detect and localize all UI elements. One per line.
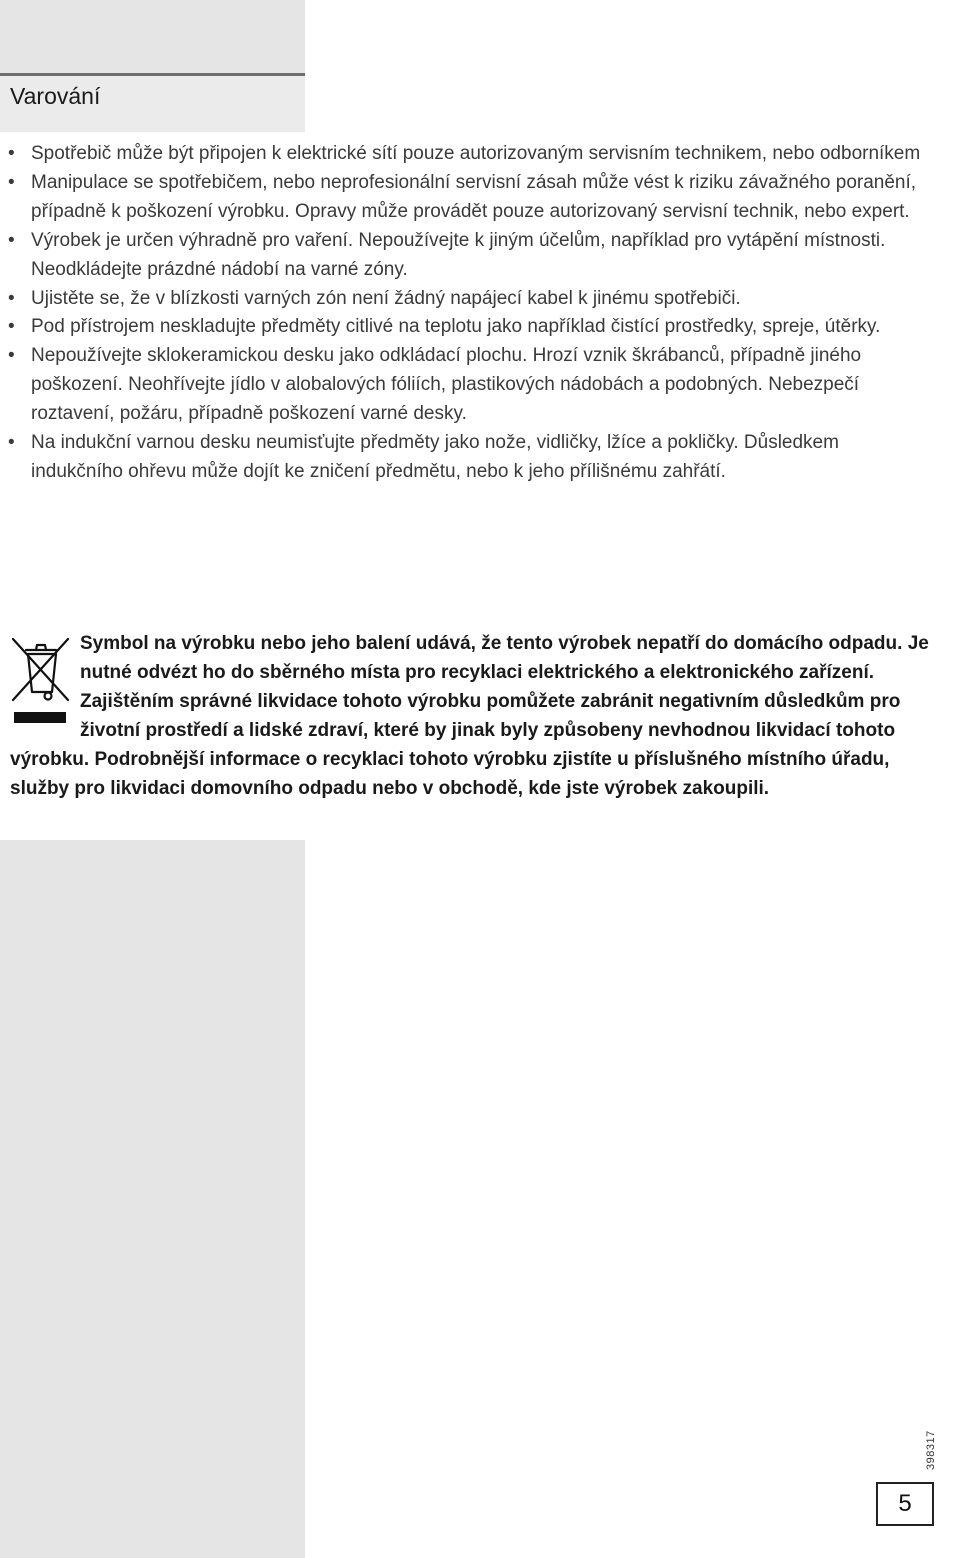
bullet: • xyxy=(8,316,15,338)
warning-item xyxy=(8,342,933,429)
content-area xyxy=(0,132,960,840)
bullet: • xyxy=(8,143,15,164)
warning-text: Manipulace se spotřebičem, nebo neprofesionální servisní zásah může vést k riziku závažného poranění, případně k poškození výrobku. Opravy může provádět pouze autorizovaný servisní technik, nebo expert. xyxy=(31,171,917,222)
bullet: • xyxy=(8,345,15,367)
bullet: • xyxy=(8,432,15,454)
warning-item xyxy=(8,169,933,227)
warning-item xyxy=(8,285,933,314)
warnings-list xyxy=(8,140,933,487)
warning-item xyxy=(8,227,933,285)
weee-text: Symbol na výrobku nebo jeho balení udává, že tento výrobek nepatří do domácího odpadu. Je nutné odvézt ho do sběrného místa pro recyklaci elektrického a elektronického zařízení. Zajištěním správné likvidace tohoto výrobku pomůžete zabránit negativním důsledkům pro životní prostředí a lidské zdraví, které by jinak byly způsobeny nevhodnou likvidací tohoto výrobku. Podrobnější informace o recyklaci tohoto výrobku zjistíte u příslušného místního úřadu, služby pro likvidaci domovního odpadu nebo v obchodě, kde jste výrobek zakoupili. xyxy=(10,633,929,799)
document-code: 398317 xyxy=(925,1430,937,1470)
warning-text: Spotřebič může být připojen k elektrické sítí pouze autorizovaným servisním technikem, nebo odborníkem xyxy=(31,143,921,164)
weee-notice xyxy=(10,630,930,803)
warning-text: Výrobek je určen výhradně pro vaření. Nepoužívejte k jiným účelům, například pro vytápění místnosti. Neodkládejte prázdné nádobí na varné zóny. xyxy=(31,229,886,280)
warning-item xyxy=(8,313,933,342)
warning-text: Na indukční varnou desku neumisťujte předměty jako nože, vidličky, lžíce a pokličky. Důsledkem indukčního ohřevu může dojít ke zničení předmětu, nebo k jeho přílišnému zahřátí. xyxy=(31,432,839,482)
section-title: Varování xyxy=(10,83,101,109)
bullet: • xyxy=(8,171,15,193)
bullet: • xyxy=(8,287,15,309)
warning-item xyxy=(8,140,933,169)
bullet: • xyxy=(8,229,15,251)
warning-text: Pod přístrojem neskladujte předměty citlivé na teplotu jako například čistící prostředky, spreje, útěrky. xyxy=(31,316,881,338)
warning-text: Nepoužívejte sklokeramickou desku jako odkládací plochu. Hrozí vznik škrábanců, případně jiného poškození. Neohřívejte jídlo v alobalových fóliích, plastikových nádobách a podobných. Nebezpečí roztavení, požáru, případně poškození varné desky. xyxy=(31,345,862,425)
crossed-out-wheelie-bin-icon xyxy=(10,634,70,730)
warning-text: Ujistěte se, že v blízkosti varných zón není žádný napájecí kabel k jinému spotřebiči. xyxy=(31,287,741,309)
warning-item xyxy=(8,429,933,487)
page-number: 5 xyxy=(876,1482,934,1526)
